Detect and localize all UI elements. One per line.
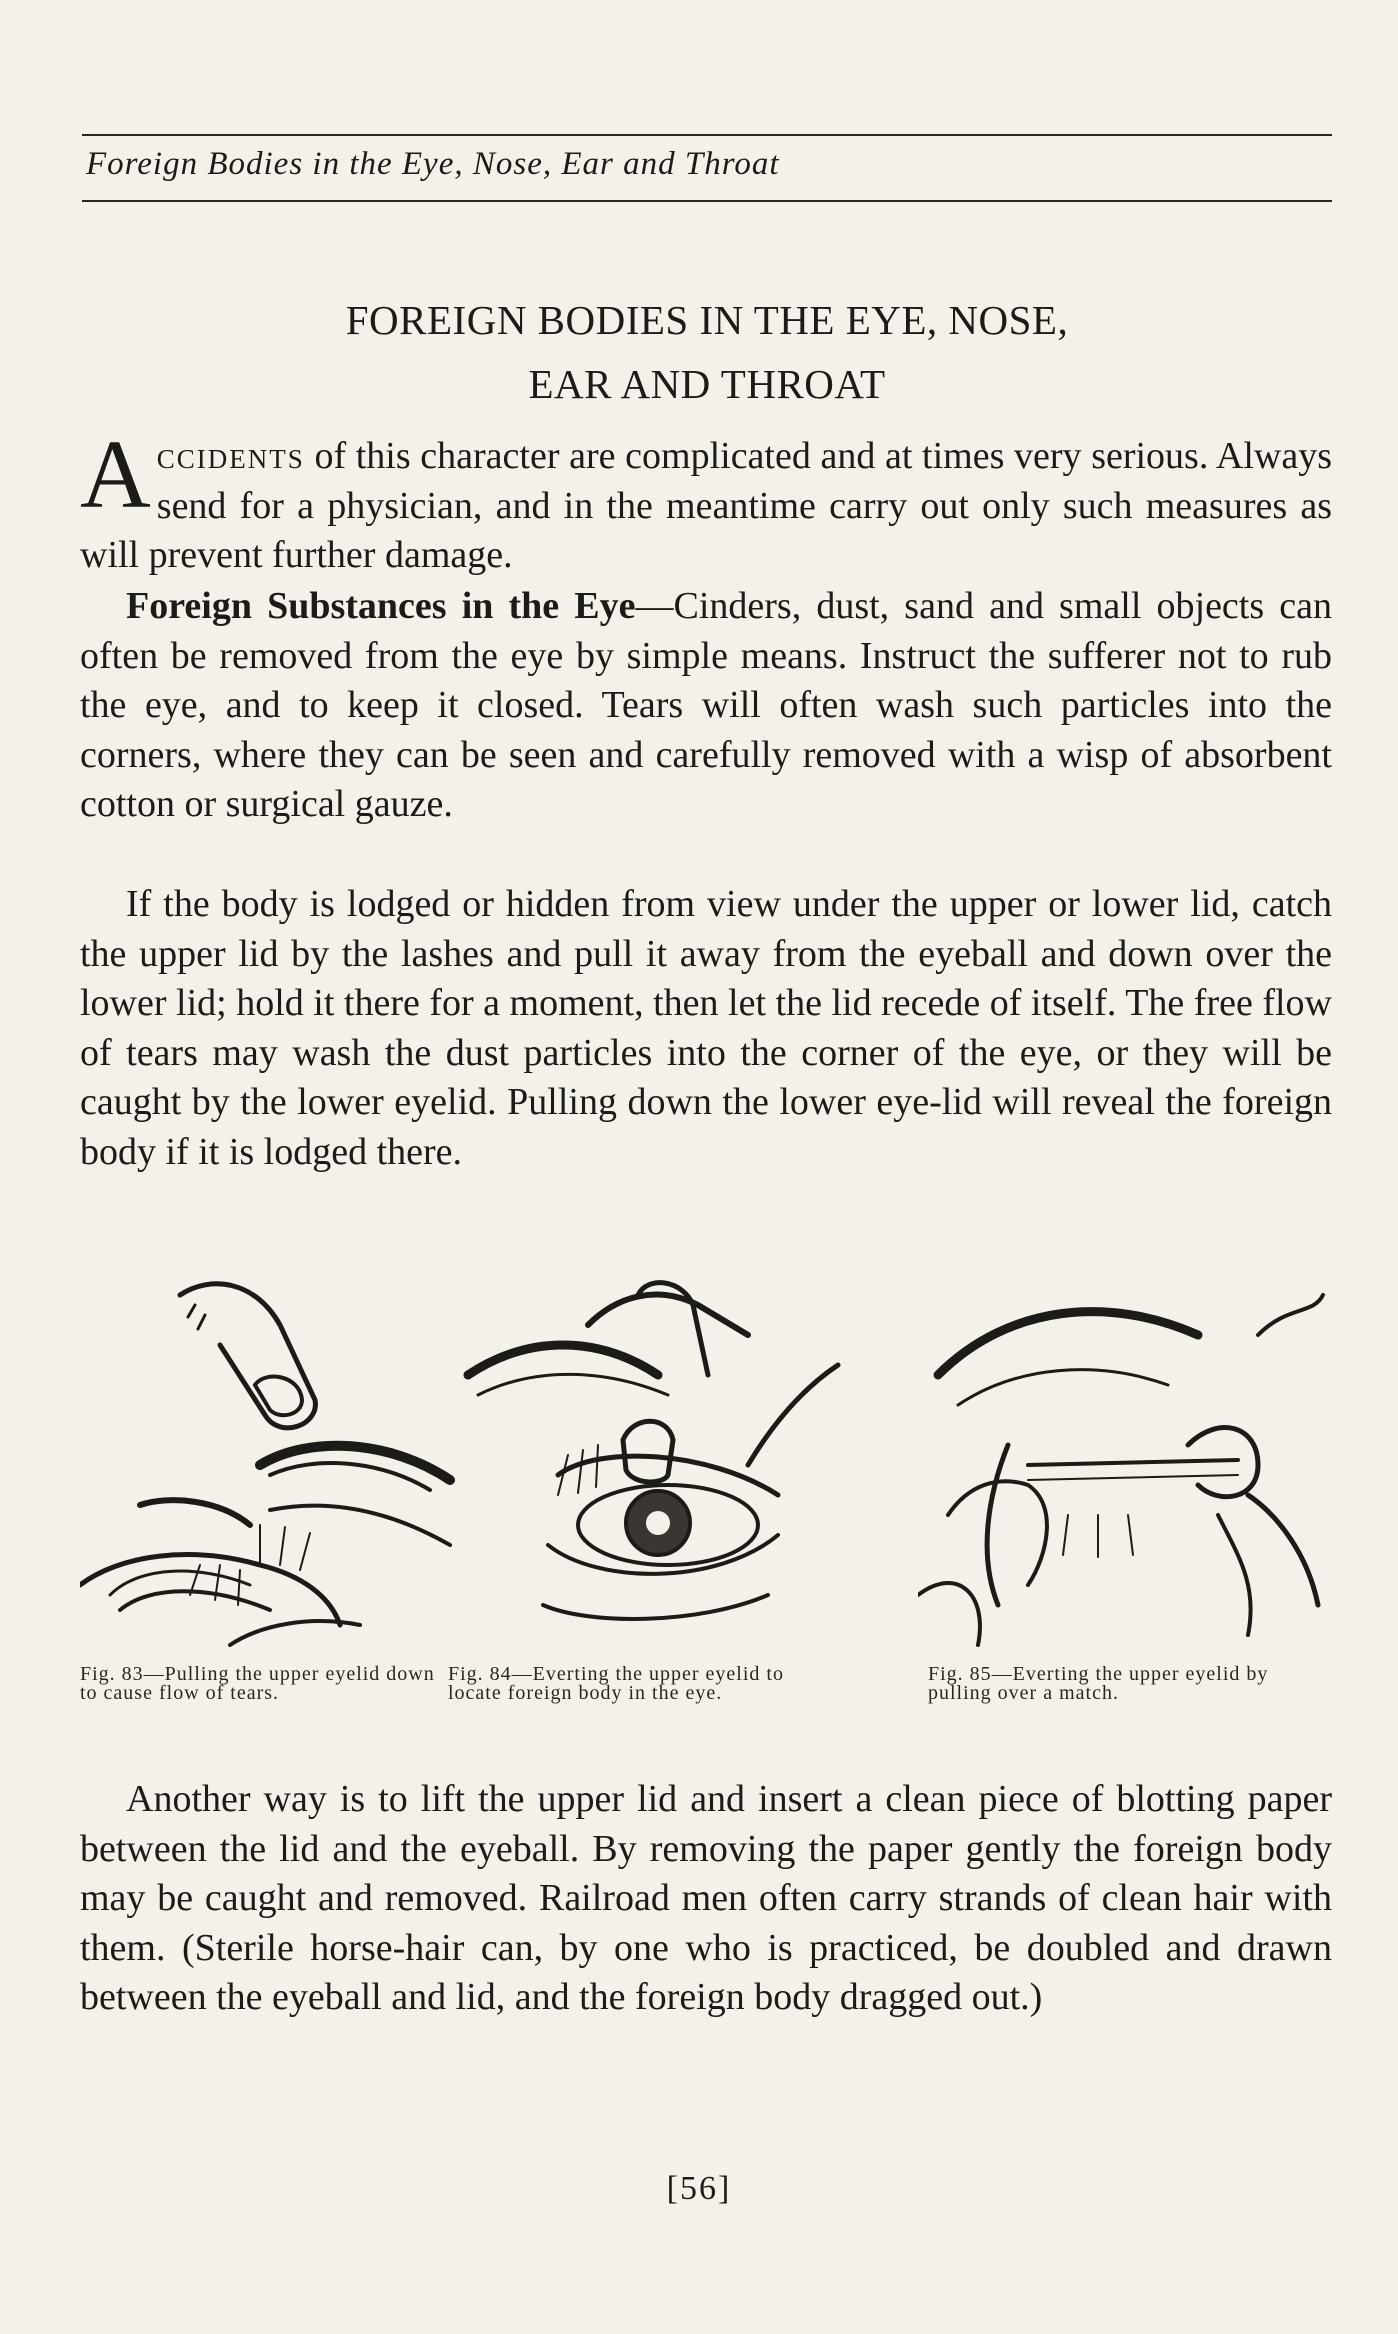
another-way-paragraph: Another way is to lift the upper lid and insert a clean piece of blotting paper between the lid and the eyeball. By removing the paper gently the foreign body may be caught and removed. Railroad men often carry strands of clean hair with them. (Sterile horse-hair can, by one who is practiced, be doubled and drawn between the eyeball and lid, and the foreign body dragged out.) xyxy=(80,1778,1332,2018)
drop-cap: A xyxy=(80,421,151,529)
page-number: [56] xyxy=(666,2170,732,2207)
lid-paragraph: If the body is lodged or hidden from view under the upper or lower lid, catch the upper lid by the lashes and pull it away from the eyeball and down over the lower lid; hold it there for a moment, then let the lid recede of itself. The free flow of tears may wash the dust particles into the corner of the eye, or they will be caught by the lower eyelid. Pulling down the lower eye-lid will reveal the foreign body if it is lodged there. xyxy=(80,883,1332,1173)
header-rule-top xyxy=(82,134,1332,136)
intro-small-caps: ccidents xyxy=(156,435,305,477)
figure-83-caption: Fig. 83—Pulling the upper eyelid down to cause flow of tears. xyxy=(80,1663,435,1704)
running-header: Foreign Bodies in the Eye, Nose, Ear and Throat xyxy=(86,146,780,182)
intro-text: of this character are complicated and at times very serious. Always send for a physician, and in the meantime carry out only such measures as will prevent further damage. xyxy=(80,435,1332,576)
figure-84-caption: Fig. 84—Everting the upper eyelid to locate foreign body in the eye. xyxy=(448,1663,784,1704)
eye-substances-paragraph xyxy=(80,582,1332,830)
intro-paragraph xyxy=(80,421,1332,581)
figure-84-illustration xyxy=(448,1265,848,1655)
chapter-title-line-2: EAR AND THROAT xyxy=(528,361,886,407)
header-rule-bottom xyxy=(82,200,1332,202)
chapter-title-line-1: FOREIGN BODIES IN THE EYE, NOSE, xyxy=(345,297,1069,343)
eye-substances-text: —Cinders, dust, sand and small objects can often be removed from the eye by simple means. Instruct the sufferer not to rub the eye, and to keep it closed. Tears will often wash such particles into the corners, where they can be seen and carefully removed with a wisp of absorbent cotton or surgical gauze. xyxy=(80,585,1332,825)
eye-substances-heading: Foreign Substances in the Eye xyxy=(126,585,636,627)
chapter-title xyxy=(82,288,1332,416)
figure-85-caption: Fig. 85—Everting the upper eyelid by pulling over a match. xyxy=(928,1663,1269,1704)
figure-83-illustration xyxy=(80,1265,460,1655)
figure-85-illustration xyxy=(918,1265,1328,1655)
